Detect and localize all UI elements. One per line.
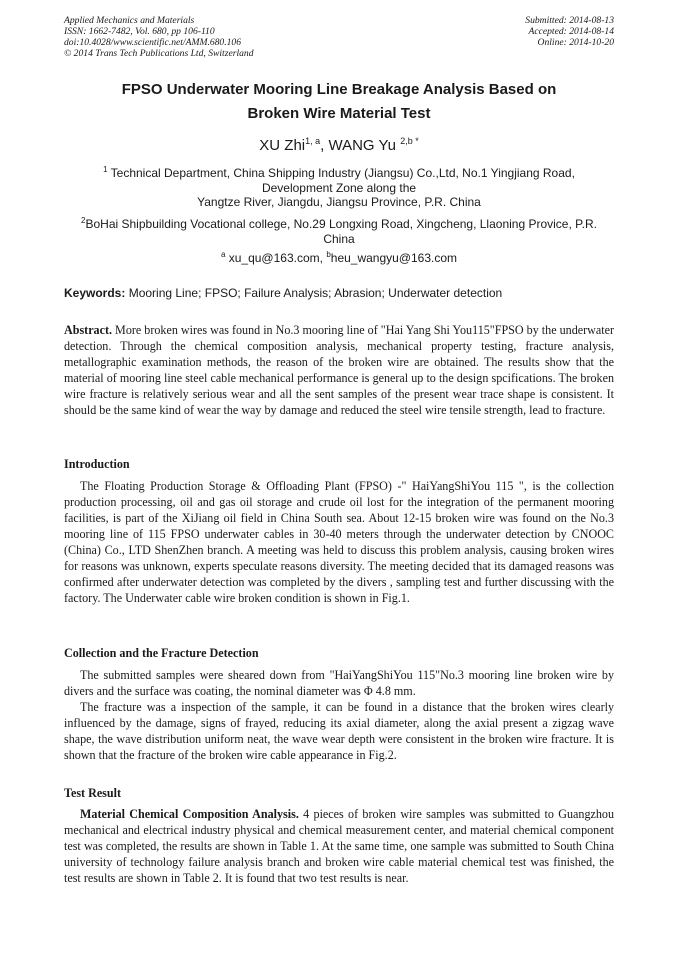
dates-header	[525, 15, 614, 48]
title-line-2: Broken Wire Material Test	[247, 105, 431, 122]
collection-paragraph-2: The fracture was a inspection of the sample, it can be found in a distance that the broken wires clearly influenced by the damage, signs of frayed, reducing its axial diameter, along the axial present a zigzag wave shape, the wave distribution uniform neat, the wave wear depth were consistent in the broken wire fracture. It is shown that the fracture of the broken wire cable appearance in Fig.2.	[64, 700, 614, 762]
keywords-label: Keywords:	[64, 286, 126, 300]
affiliation-1-line-3: Yangtze River, Jiangdu, Jiangsu Province, P.R. China	[197, 195, 481, 209]
paper-title	[64, 78, 614, 126]
collection-paragraph-1: The submitted samples were sheared down from "HaiYangShiYou 115"No.3 mooring line broken wire by divers and the surface was coating, the nominal diameter was Φ 4.8 mm.	[64, 668, 614, 698]
copyright-line: © 2014 Trans Tech Publications Ltd, Switzerland	[64, 48, 254, 59]
chemical-analysis-subheading: Material Chemical Composition Analysis.	[80, 807, 299, 821]
doi-line: doi:10.4028/www.scientific.net/AMM.680.106	[64, 37, 242, 48]
affiliation-1-number: 1	[103, 165, 108, 174]
author-1: XU Zhi	[259, 137, 306, 154]
author-emails	[64, 250, 614, 265]
test-result-paragraph	[64, 806, 614, 886]
submitted-date: Submitted: 2014-08-13	[525, 15, 614, 26]
collection-heading: Collection and the Fracture Detection	[64, 646, 259, 660]
issn-line: ISSN: 1662-7482, Vol. 680, pp 106-110	[64, 26, 215, 37]
affiliation-1	[64, 163, 614, 210]
journal-name: Applied Mechanics and Materials	[64, 15, 195, 26]
affiliation-2-number: 2	[81, 216, 86, 225]
accepted-date: Accepted: 2014-08-14	[528, 26, 614, 37]
keywords	[64, 286, 614, 300]
title-line-1: FPSO Underwater Mooring Line Breakage Analysis Based on	[121, 81, 557, 98]
online-date: Online: 2014-10-20	[537, 37, 614, 48]
email-b: heu_wangyu@163.com	[330, 251, 458, 265]
author-2: WANG Yu	[328, 137, 401, 154]
keywords-text: Mooring Line; FPSO; Failure Analysis; Abrasion; Underwater detection	[125, 286, 503, 300]
abstract-text: More broken wires was found in No.3 mooring line of "Hai Yang Shi You115"FPSO by the underwater detection. Through the chemical composition analysis, mechanical property testing, fracture analysis, metallographic examination methods, the reason of the broken wire are obtained. The results show that the material of mooring line steel cable mechanical performance is general up to the design spcifications. The broken wire fracture is relatively serious wear and all the sent samples of the present wear trace shape is consistent. It should be the same kind of wear the way by damage and reduced the steel wire tensile strength, lead to fracture.	[64, 323, 614, 417]
test-result-heading: Test Result	[64, 786, 122, 800]
author-separator: ,	[320, 137, 329, 154]
email-a-marker: a	[220, 250, 226, 259]
affiliation-2-line-2: China	[323, 231, 355, 246]
author-2-affil: 2,b *	[400, 136, 419, 146]
chemical-analysis-text: 4 pieces of broken wire samples was submitted to Guangzhou mechanical and electrical industry physical and chemical measurement center, and material chemical component test was completed, the results are shown in Table 1. At the same time, one sample was submitted to South China university of technology failure analysis branch and broken wire cable material chemical test was finished, the test results are shown in Table 2. It is found that two test results is near.	[64, 807, 614, 885]
abstract	[64, 322, 614, 418]
introduction-heading: Introduction	[64, 457, 130, 471]
introduction-paragraph: The Floating Production Storage & Offloading Plant (FPSO) -" HaiYangShiYou 115 ", is the collection production processing, oil and gas oil storage and crude oil lost for the integration of the permanent mooring facilities, is part of the XiJiang oil field in China South sea. About 12-15 broken wire was found on the No.3 mooring line of 115 FPSO underwater cables in 30-40 meters through the underwater detection by CNOOC (China) Co., LTD ShenZhen branch. A meeting was held to discuss this problem analysis, causing broken wires for reasons was unknown, experts speculate reasons diversity. The meeting decided that its damaged reasons was confirmed after underwater detection was completed by the divers , sampling test and further discussing with the factory. The Underwater cable wire broken condition is shown in Fig.1.	[64, 479, 614, 605]
journal-header	[64, 15, 254, 59]
affiliation-1-line-1: Technical Department, China Shipping Industry (Jiangsu) Co.,Ltd, No.1 Yingjiang Road,	[107, 166, 575, 180]
affiliation-2	[64, 214, 614, 246]
affiliation-1-line-2: Development Zone along the	[261, 180, 417, 195]
abstract-label: Abstract.	[64, 323, 113, 337]
email-a: xu_qu@163.com,	[225, 251, 327, 265]
author-list	[64, 136, 614, 154]
author-1-affil: 1, a	[305, 136, 321, 146]
email-b-marker: b	[326, 250, 331, 259]
affiliation-2-line-1: BoHai Shipbuilding Vocational college, No.29 Longxing Road, Xingcheng, Llaoning Provice, P.R.	[85, 217, 597, 231]
